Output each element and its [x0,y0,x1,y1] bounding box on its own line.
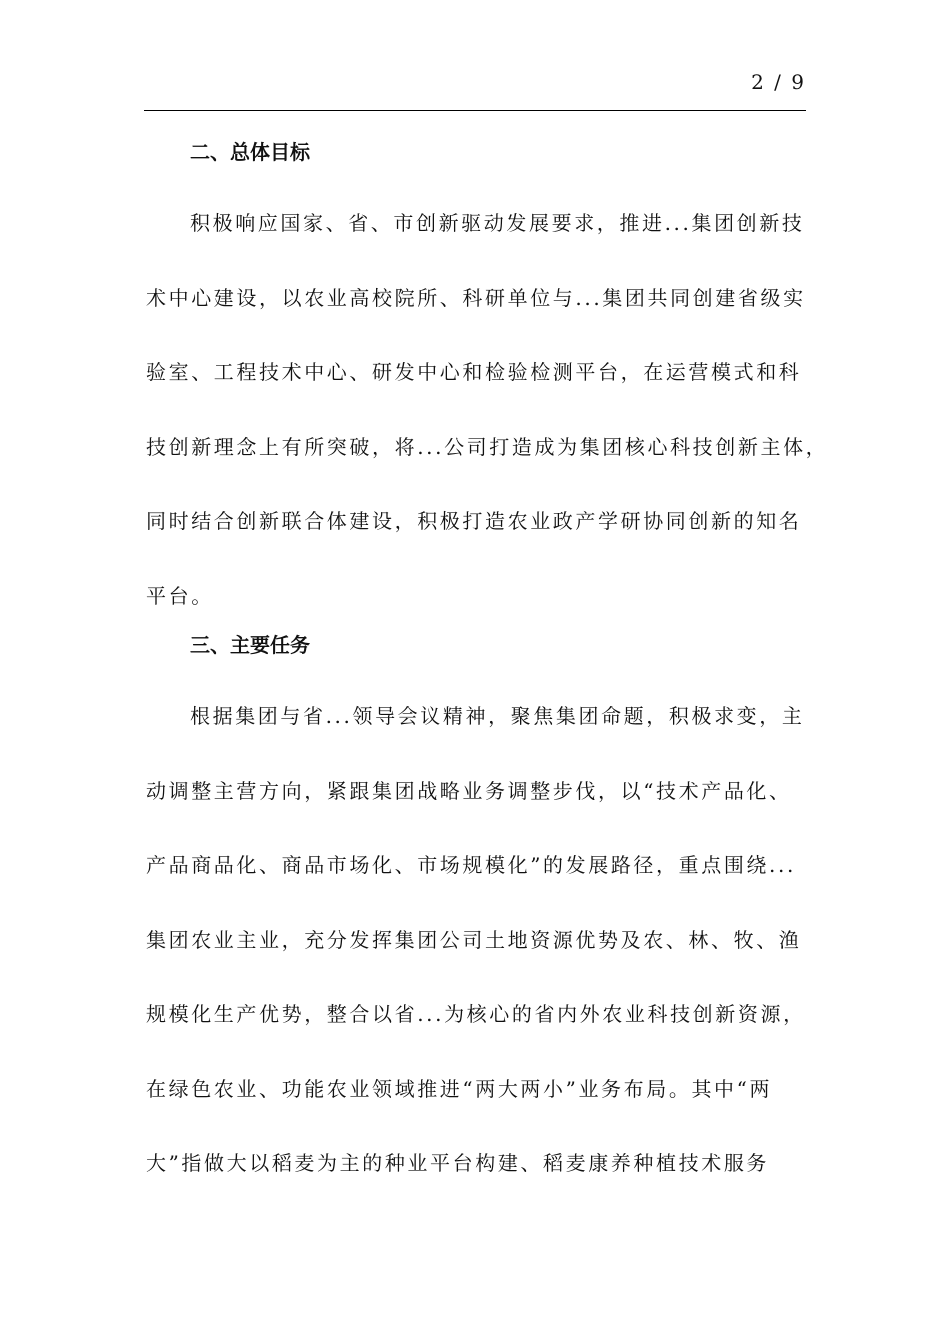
page-number: 2 / 9 [751,70,806,94]
text-line: 验室、工程技术中心、研发中心和检验检测平台，在运营模式和科 [146,360,802,384]
section-heading-main-tasks: 三、主要任务 [190,633,310,657]
text-line: 在绿色农业、功能农业领域推进“两大两小”业务布局。其中“两 [146,1076,773,1101]
text-line: 产品商品化、商品市场化、市场规模化”的发展路径，重点围绕... [146,853,796,877]
paragraph-main-tasks [146,679,808,1201]
text-line: 同时结合创新联合体建设，积极打造农业政产学研协同创新的知名 [146,509,802,533]
section-heading-overall-goals: 二、总体目标 [190,140,310,164]
text-line: 集团农业主业，充分发挥集团公司土地资源优势及农、林、牧、渔 [146,927,802,952]
text-line: 技创新理念上有所突破，将...公司打造成为集团核心科技创新主体， [146,434,829,459]
text-line: 平台。 [146,583,214,608]
paragraph-overall-goals [146,186,829,633]
text-line: 积极响应国家、省、市创新驱动发展要求，推进...集团创新技 [190,211,805,235]
text-line: 术中心建设，以农业高校院所、科研单位与...集团共同创建省级实 [146,285,806,310]
text-line: 动调整主营方向，紧跟集团战略业务调整步伐，以“技术产品化、 [146,778,792,803]
header-rule [144,110,806,111]
document-body [146,128,829,1201]
text-line: 规模化生产优势，整合以省...为核心的省内外农业科技创新资源， [146,1002,806,1026]
text-line: 大”指做大以稻麦为主的种业平台构建、稻麦康养种植技术服务 [146,1151,770,1175]
text-line: 根据集团与省...领导会议精神，聚焦集团命题，积极求变，主 [190,704,805,728]
